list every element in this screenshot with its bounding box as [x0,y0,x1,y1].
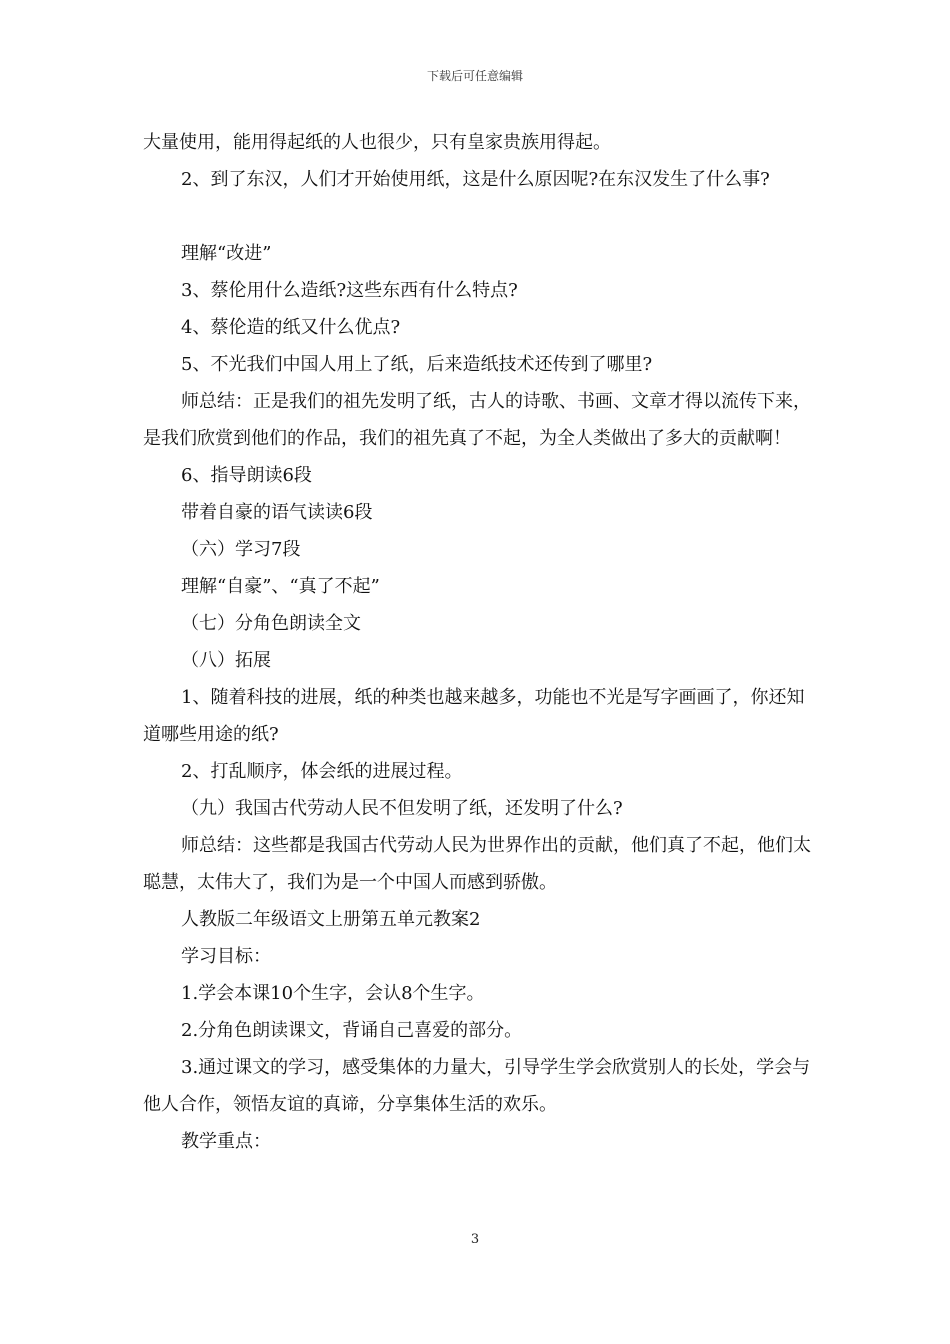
paragraph: （九）我国古代劳动人民不但发明了纸，还发明了什么? [181,798,623,819]
paragraph: （六）学习7段 [181,539,301,560]
paragraph: 1、随着科技的进展，纸的种类也越来越多，功能也不光是写字画画了，你还知道哪些用途的纸? [143,687,805,745]
paragraph: 2.分角色朗读课文，背诵自己喜爱的部分。 [181,1020,523,1041]
page-header-note: 下载后可任意编辑 [426,69,523,83]
paragraph: 2、打乱顺序，体会纸的进展过程。 [181,761,463,782]
paragraph: 学习目标： [181,946,271,967]
paragraph: （七）分角色朗读全文 [181,613,361,634]
paragraph: 大量使用，能用得起纸的人也很少，只有皇家贵族用得起。 [143,132,611,153]
document-body [143,124,811,1160]
paragraph: 理解“自豪”、“真了不起” [181,576,380,597]
paragraph: 师总结：正是我们的祖先发明了纸，古人的诗歌、书画、文章才得以流传下来，是我们欣赏到他们的作品，我们的祖先真了不起，为全人类做出了多大的贡献啊！ [143,391,811,449]
paragraph: 1.学会本课10个生字，会认8个生字。 [181,983,485,1004]
paragraph: 教学重点： [181,1131,271,1152]
paragraph: （八）拓展 [181,650,271,671]
paragraph: 师总结：这些都是我国古代劳动人民为世界作出的贡献，他们真了不起，他们太聪慧，太伟大了，我们为是一个中国人而感到骄傲。 [143,835,811,893]
paragraph: 4、蔡伦造的纸又什么优点? [181,317,401,338]
paragraph: 3、蔡伦用什么造纸?这些东西有什么特点? [181,280,518,301]
paragraph: 5、不光我们中国人用上了纸，后来造纸技术还传到了哪里? [181,354,653,375]
paragraph: 理解“改进” [181,243,272,264]
page-number: 3 [470,1232,480,1247]
blank-line [143,198,811,235]
paragraph: 2、到了东汉，人们才开始使用纸，这是什么原因呢?在东汉发生了什么事? [181,169,770,190]
paragraph: 3.通过课文的学习，感受集体的力量大，引导学生学会欣赏别人的长处，学会与他人合作，领悟友谊的真谛，分享集体生活的欢乐。 [143,1057,811,1115]
paragraph: 6、指导朗读6段 [181,465,312,486]
paragraph: 带着自豪的语气读读6段 [181,502,373,523]
section-title: 人教版二年级语文上册第五单元教案2 [181,909,481,930]
